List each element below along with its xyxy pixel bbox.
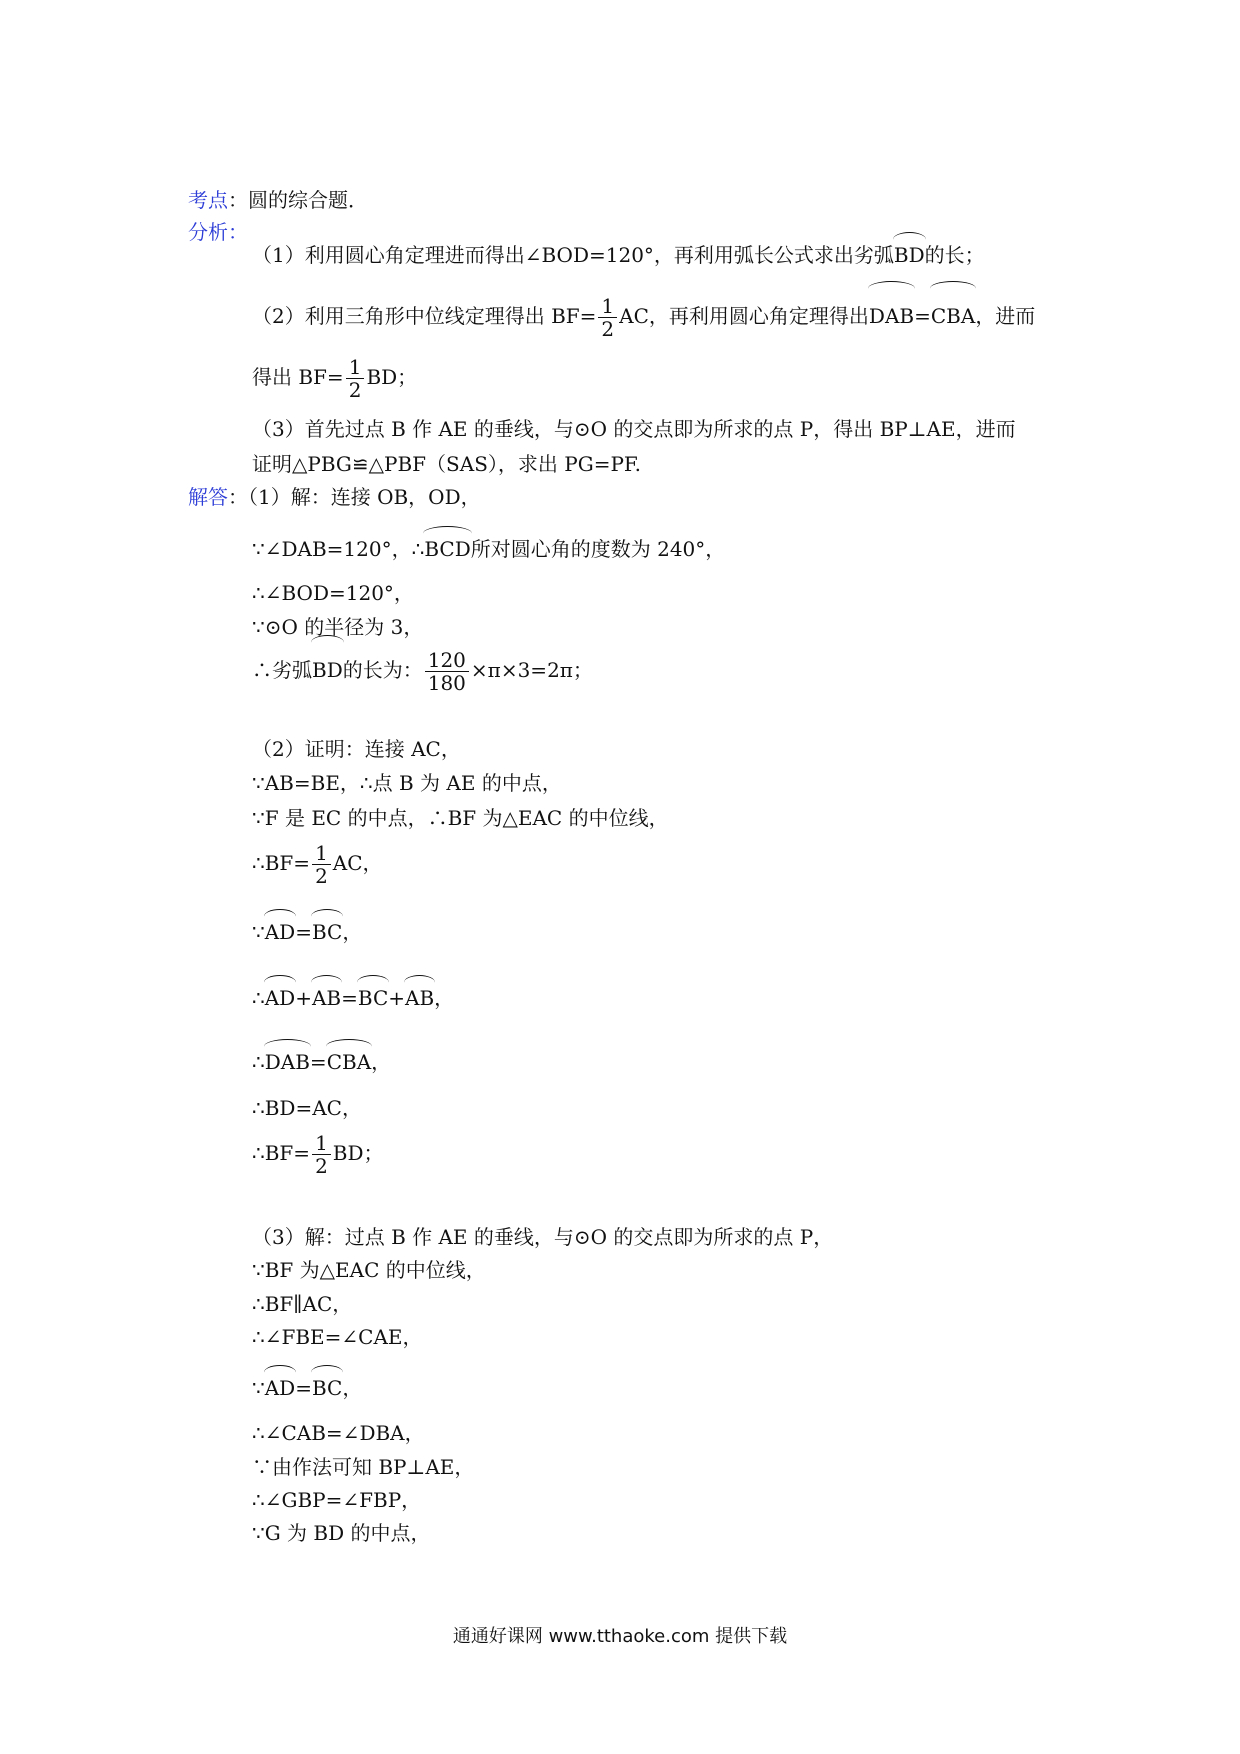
kaodian-line bbox=[188, 187, 368, 213]
fenxi-p1 bbox=[252, 240, 985, 268]
equals: = bbox=[295, 1376, 312, 1400]
arc-ab: AB bbox=[312, 983, 341, 1011]
fenxi-p2-text: （2）利用三角形中位线定理得出 BF= bbox=[252, 304, 597, 328]
fraction-numerator: 1 bbox=[598, 295, 617, 318]
fraction-denominator: 2 bbox=[315, 1154, 328, 1178]
arc-dab: DAB bbox=[869, 289, 914, 341]
kaodian-text: ：圆的综合题． bbox=[228, 188, 368, 212]
arc-cba: CBA bbox=[931, 289, 975, 341]
jieda-s3-l1: （3）解：过点 B 作 AE 的垂线，与⊙O 的交点即为所求的点 P， bbox=[252, 1225, 834, 1249]
jieda-s3-l9: ∵G 为 BD 的中点， bbox=[252, 1521, 431, 1545]
jieda-s2-l8: ∴BD=AC， bbox=[252, 1096, 362, 1120]
plus: + bbox=[388, 986, 406, 1010]
jieda-s2-l9 bbox=[252, 1128, 384, 1178]
equals: = bbox=[914, 304, 931, 328]
fenxi-p1-text: （1）利用圆心角定理进而得出∠BOD=120°，再利用弧长公式求出劣弧 bbox=[252, 243, 894, 267]
fenxi-p2-mid: AC，再利用圆心角定理得出 bbox=[619, 304, 869, 328]
plus: + bbox=[295, 986, 312, 1010]
jieda-s2-l5 bbox=[252, 917, 362, 945]
arc-ad: AD bbox=[265, 917, 295, 945]
jieda-s3-l7: ∵由作法可知 BP⊥AE， bbox=[252, 1455, 475, 1479]
jieda-s2-l7 bbox=[252, 1047, 391, 1075]
fraction-denominator: 180 bbox=[427, 671, 466, 695]
arc-ad: AD bbox=[265, 1373, 295, 1401]
arc-bc: BC bbox=[312, 1373, 342, 1401]
text: ∴ bbox=[252, 1050, 265, 1074]
text: ， bbox=[342, 920, 363, 944]
jieda-s3-l3: ∴BF∥AC， bbox=[252, 1292, 353, 1316]
arc-bd: BD bbox=[312, 643, 343, 695]
jieda-s3-l8: ∴∠GBP=∠FBP， bbox=[252, 1488, 422, 1512]
text: ∴ bbox=[252, 986, 265, 1010]
arc-bc: BC bbox=[312, 917, 342, 945]
arc-bd: BD bbox=[894, 240, 925, 268]
fenxi-p2b-tail: BD； bbox=[366, 365, 418, 389]
fenxi-p2 bbox=[252, 289, 1035, 341]
arc-bc: BC bbox=[358, 983, 388, 1011]
fraction bbox=[312, 842, 331, 887]
fraction-denominator: 2 bbox=[348, 378, 362, 402]
text: 的长为： bbox=[342, 658, 423, 682]
text: ∴BF= bbox=[252, 1141, 311, 1165]
fraction bbox=[312, 1132, 331, 1177]
jieda-s3-l4: ∴∠FBE=∠CAE， bbox=[252, 1325, 423, 1349]
text: ∵ bbox=[252, 920, 265, 944]
fenxi-p2-tail: ，进而 bbox=[975, 304, 1036, 328]
arc-ad: AD bbox=[265, 983, 295, 1011]
jieda-s1-l4: ∵⊙O 的半径为 3， bbox=[252, 615, 424, 639]
jieda-s2-l1: （2）证明：连接 AC， bbox=[252, 737, 461, 761]
fenxi-colon: ： bbox=[228, 220, 248, 244]
jieda-s2-l6 bbox=[252, 983, 454, 1011]
jieda-s2-l3: ∵F 是 EC 的中点，∴BF 为△EAC 的中位线， bbox=[252, 806, 669, 830]
jieda-s1-l5 bbox=[252, 643, 593, 695]
kaodian-label: 考点 bbox=[188, 188, 228, 212]
jieda-s2-l4 bbox=[252, 838, 383, 888]
jieda-s3-l6: ∴∠CAB=∠DBA， bbox=[252, 1421, 425, 1445]
jieda-s1-l1: ：（1）解：连接 OB，OD， bbox=[228, 485, 481, 509]
fraction-denominator: 2 bbox=[601, 317, 615, 341]
page-footer: 通通好课网 www.tthaoke.com 提供下载 bbox=[452, 1626, 788, 1647]
text: ∴劣弧 bbox=[252, 658, 312, 682]
fraction bbox=[425, 649, 469, 694]
fenxi-label-line bbox=[188, 219, 248, 245]
text: ∴BF= bbox=[252, 851, 311, 875]
fenxi-label: 分析 bbox=[188, 220, 228, 244]
jieda-s3-l5 bbox=[252, 1373, 362, 1401]
jieda-s3-l2: ∵BF 为△EAC 的中位线， bbox=[252, 1258, 486, 1282]
text: 所对圆心角的度数为 240°， bbox=[470, 537, 726, 561]
equals: = bbox=[295, 920, 312, 944]
arc-bcd: BCD bbox=[424, 534, 470, 562]
text: ∵ bbox=[252, 1376, 265, 1400]
text: ， bbox=[434, 986, 455, 1010]
text: BD； bbox=[332, 1141, 384, 1165]
jieda-s1-l3: ∴∠BOD=120°， bbox=[252, 581, 414, 605]
text: ， bbox=[371, 1050, 392, 1074]
fraction-numerator: 1 bbox=[312, 1132, 331, 1155]
fraction-numerator: 120 bbox=[425, 649, 469, 672]
text: AC， bbox=[332, 851, 383, 875]
text: ×π×3=2π； bbox=[470, 658, 593, 682]
text: ∵∠DAB=120°，∴ bbox=[252, 537, 425, 561]
arc-cba: CBA bbox=[327, 1047, 371, 1075]
fenxi-p1-tail: 的长； bbox=[924, 243, 985, 267]
fraction-numerator: 1 bbox=[312, 842, 331, 865]
text: ， bbox=[342, 1376, 363, 1400]
fraction-numerator: 1 bbox=[346, 356, 365, 379]
fenxi-p2b-text: 得出 BF= bbox=[252, 365, 344, 389]
jieda-line bbox=[188, 484, 481, 510]
jieda-label: 解答 bbox=[188, 485, 228, 509]
fraction-denominator: 2 bbox=[315, 864, 328, 888]
fraction bbox=[346, 356, 365, 401]
fenxi-p2b bbox=[252, 352, 417, 402]
fenxi-p3a: （3）首先过点 B 作 AE 的垂线，与⊙O 的交点即为所求的点 P，得出 BP⊥AE，进而 bbox=[252, 417, 1016, 441]
jieda-s1-l2 bbox=[252, 534, 725, 562]
fenxi-p3b: 证明△PBG≌△PBF（SAS），求出 PG=PF. bbox=[252, 452, 642, 476]
equals: = bbox=[309, 1050, 327, 1074]
fraction bbox=[598, 295, 617, 340]
jieda-s2-l2: ∵AB=BE，∴点 B 为 AE 的中点， bbox=[252, 771, 562, 795]
arc-dab: DAB bbox=[265, 1047, 310, 1075]
equals: = bbox=[341, 986, 358, 1010]
arc-ab: AB bbox=[405, 983, 434, 1011]
